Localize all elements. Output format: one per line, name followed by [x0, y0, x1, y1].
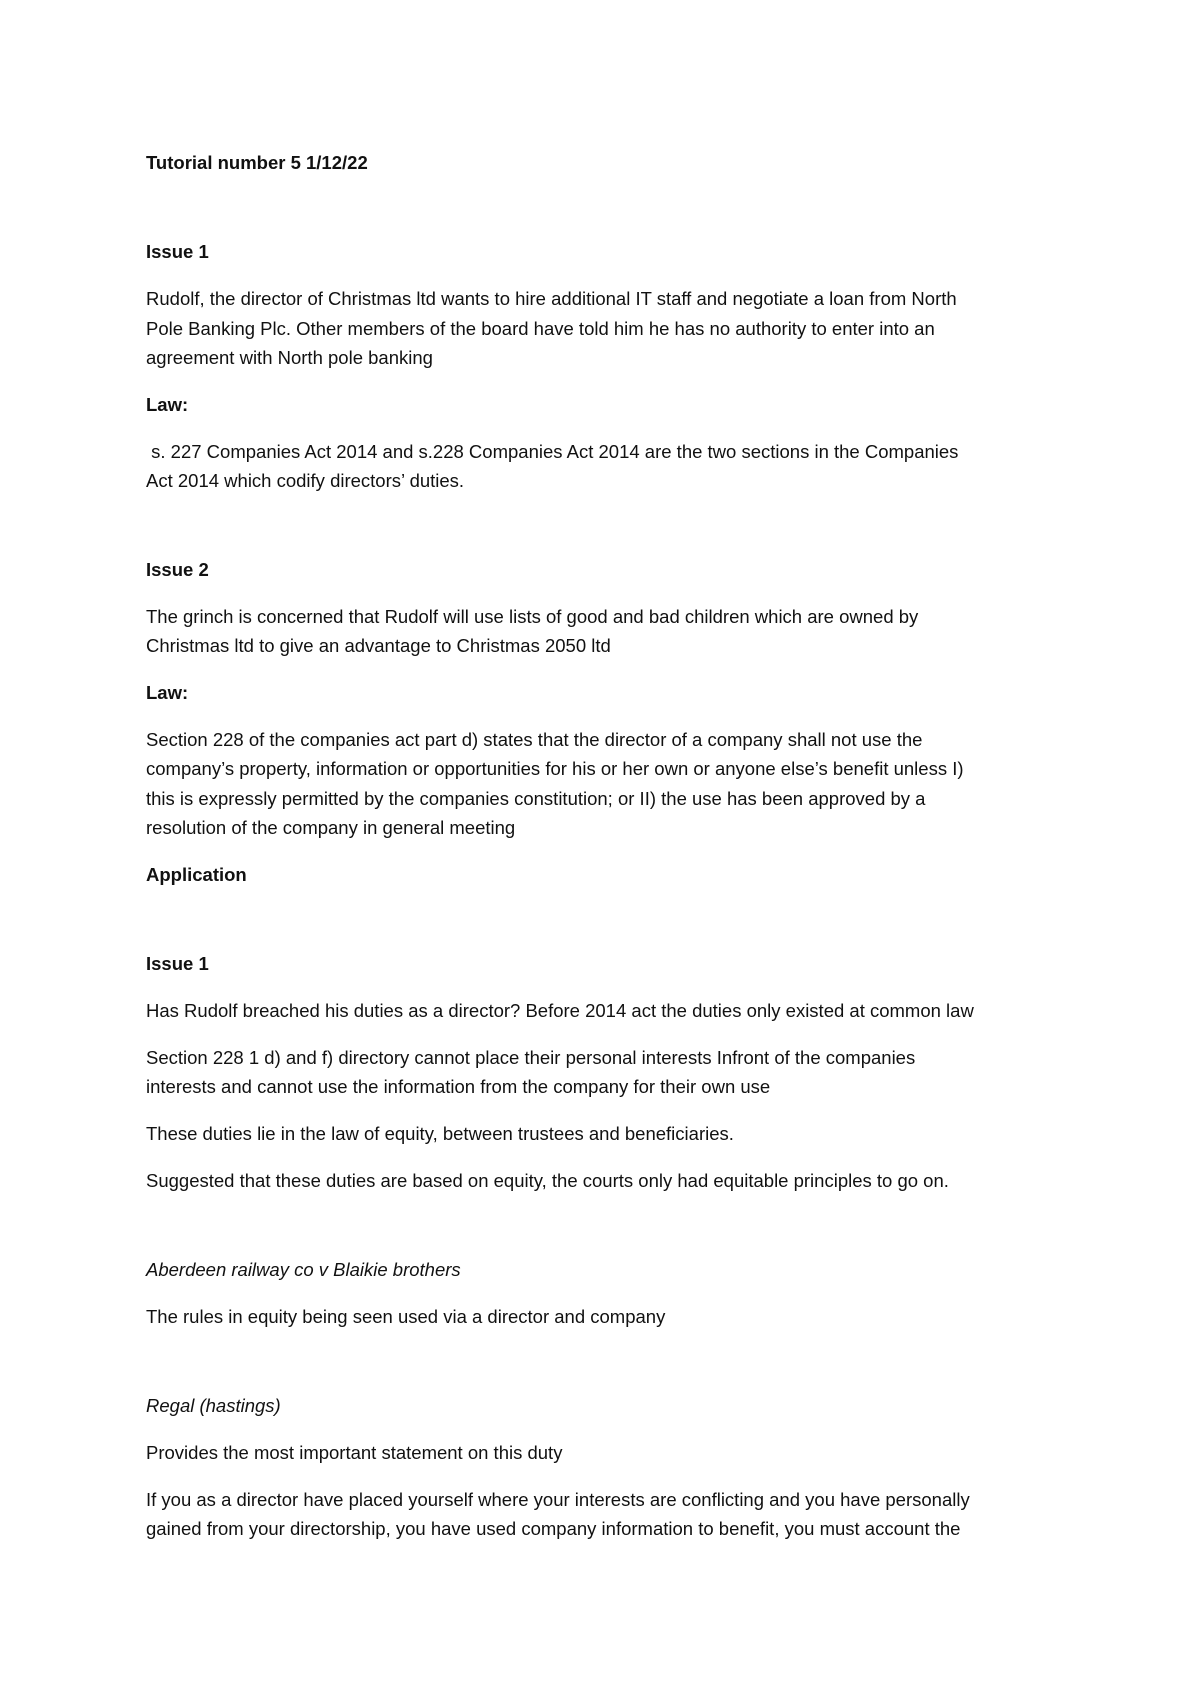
issue-2-line: Christmas ltd to give an advantage to Christmas 2050 ltd — [146, 635, 611, 656]
application-paragraph: Suggested that these duties are based on equity, the courts only had equitable principles to go on. — [146, 1170, 949, 1191]
document-title: Tutorial number 5 1/12/22 — [146, 152, 368, 173]
issue-2-heading: Issue 2 — [146, 559, 209, 580]
application-issue-1-heading: Issue 1 — [146, 953, 209, 974]
application-paragraph: interests and cannot use the information from the company for their own use — [146, 1076, 771, 1097]
law-1-line: Act 2014 which codify directors’ duties. — [146, 470, 465, 491]
issue-1-line: agreement with North pole banking — [146, 347, 433, 368]
application-heading: Application — [146, 864, 247, 885]
law-1-heading: Law: — [146, 394, 189, 415]
issue-1-line: Pole Banking Plc. Other members of the board have told him he has no authority to enter into an — [146, 318, 935, 339]
law-2-heading: Law: — [146, 682, 189, 703]
final-paragraph-line: If you as a director have placed yourself where your interests are conflicting and you have personally — [146, 1489, 970, 1510]
law-2-line: Section 228 of the companies act part d) states that the director of a company shall not use the — [146, 729, 923, 750]
issue-1-line: Rudolf, the director of Christmas ltd wants to hire additional IT staff and negotiate a loan from North — [146, 288, 957, 309]
issue-1-heading: Issue 1 — [146, 241, 209, 262]
case-name: Regal (hastings) — [146, 1395, 281, 1416]
application-paragraph: Section 228 1 d) and f) directory cannot place their personal interests Infront of the companies — [146, 1047, 916, 1068]
issue-2-line: The grinch is concerned that Rudolf will use lists of good and bad children which are owned by — [146, 606, 919, 627]
law-2-line: resolution of the company in general meeting — [146, 817, 516, 838]
application-paragraph: Has Rudolf breached his duties as a director? Before 2014 act the duties only existed at common law — [146, 1000, 974, 1021]
law-2-line: company’s property, information or opportunities for his or her own or anyone else’s benefit unless I) — [146, 758, 964, 779]
case-description: Provides the most important statement on this duty — [146, 1442, 563, 1463]
law-1-line: s. 227 Companies Act 2014 and s.228 Companies Act 2014 are the two sections in the Companies — [146, 441, 959, 462]
case-name: Aberdeen railway co v Blaikie brothers — [146, 1259, 461, 1280]
final-paragraph-line: gained from your directorship, you have used company information to benefit, you must account the — [146, 1518, 961, 1539]
law-2-line: this is expressly permitted by the companies constitution; or II) the use has been approved by a — [146, 788, 926, 809]
application-paragraph: These duties lie in the law of equity, between trustees and beneficiaries. — [146, 1123, 734, 1144]
case-description: The rules in equity being seen used via a director and company — [146, 1306, 666, 1327]
